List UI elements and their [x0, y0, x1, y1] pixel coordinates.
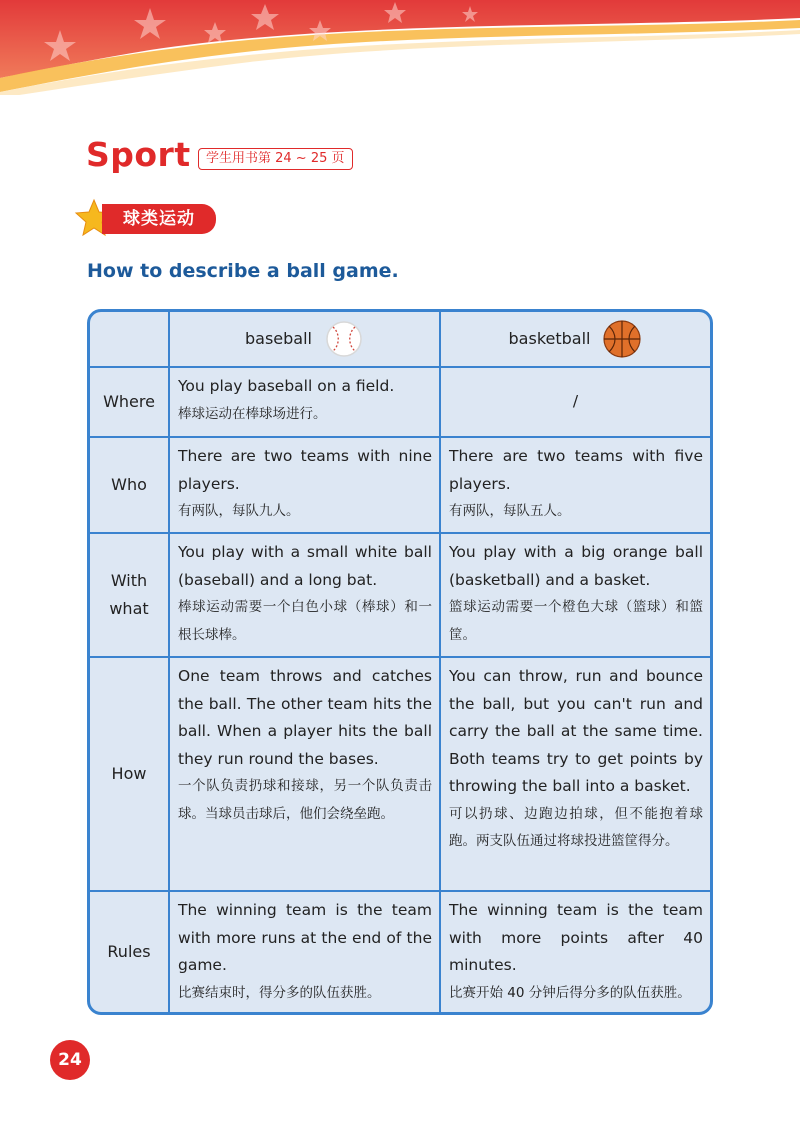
- cell-text-en: There are two teams with nine players.: [178, 447, 432, 493]
- cell-text-en: You can throw, run and bounce the ball, but you can't run and carry the ball at the same time. Both teams try to get points by throwing the ball into a basket.: [449, 667, 703, 795]
- page-number-badge: 24: [50, 1040, 90, 1080]
- cell-text-en: The winning team is the team with more runs at the end of the game.: [178, 901, 432, 974]
- cell-text-cn: 棒球运动需要一个白色小球（棒球）和一根长球棒。: [178, 599, 432, 643]
- cell-text-cn: 有两队，每队九人。: [178, 503, 300, 519]
- cell-text-cn: 有两队，每队五人。: [449, 503, 571, 519]
- section-tag: 球类运动: [102, 204, 216, 234]
- table-corner-cell: [90, 312, 170, 368]
- cell-text-cn: 篮球运动需要一个橙色大球（篮球）和篮筐。: [449, 599, 703, 643]
- row-header-where: Where: [90, 368, 170, 438]
- table-cell: [170, 438, 441, 534]
- cell-text-cn: 可以扔球、边跑边拍球，但不能抱着球跑。两支队伍通过将球投进篮筐得分。: [449, 805, 703, 849]
- table-cell: [170, 658, 441, 892]
- cell-text-en: One team throws and catches the ball. The other team hits the ball. When a player hits the ball they run round the bases.: [178, 667, 432, 768]
- cell-text-en: You play with a small white ball (baseball) and a long bat.: [178, 543, 432, 589]
- cell-text-en: You play with a big orange ball (basketball) and a basket.: [449, 543, 703, 589]
- column-header-basketball: [441, 312, 710, 368]
- row-header-with-what: With what: [90, 534, 170, 658]
- table-cell: [170, 892, 441, 1012]
- cell-text-en: There are two teams with five players.: [449, 447, 703, 493]
- cell-text-en: You play baseball on a field.: [178, 377, 395, 395]
- table-cell: [441, 534, 710, 658]
- table-cell: [170, 534, 441, 658]
- cell-text-en: The winning team is the team with more points after 40 minutes.: [449, 901, 703, 974]
- cell-text-cn: 比赛开始 40 分钟后得分多的队伍获胜。: [449, 984, 691, 1001]
- basketball-icon: [602, 319, 642, 359]
- table-cell: [170, 368, 441, 438]
- table-cell: [441, 892, 710, 1012]
- student-book-pages-badge: 学生用书第 24 ~ 25 页: [198, 148, 353, 170]
- column-header-label: baseball: [245, 329, 312, 349]
- table-cell: [441, 368, 710, 438]
- table-cell: [441, 658, 710, 892]
- page-title: Sport: [86, 135, 191, 174]
- column-header-label: basketball: [508, 329, 591, 349]
- table-cell: [441, 438, 710, 534]
- cell-text-cn: 棒球运动在棒球场进行。: [178, 405, 327, 422]
- section-subtitle: How to describe a ball game.: [87, 260, 399, 282]
- column-header-baseball: [170, 312, 441, 368]
- row-header-who: Who: [90, 438, 170, 534]
- cell-text-cn: 比赛结束时，得分多的队伍获胜。: [178, 984, 381, 1001]
- decorative-star-banner: [0, 0, 800, 95]
- ball-games-table: [87, 309, 713, 1015]
- baseball-icon: [324, 319, 364, 359]
- cell-text-cn: 一个队负责扔球和接球，另一个队负责击球。当球员击球后，他们会绕垒跑。: [178, 778, 432, 822]
- row-header-rules: Rules: [90, 892, 170, 1012]
- row-header-how: How: [90, 658, 170, 892]
- cell-text-en: /: [572, 392, 579, 411]
